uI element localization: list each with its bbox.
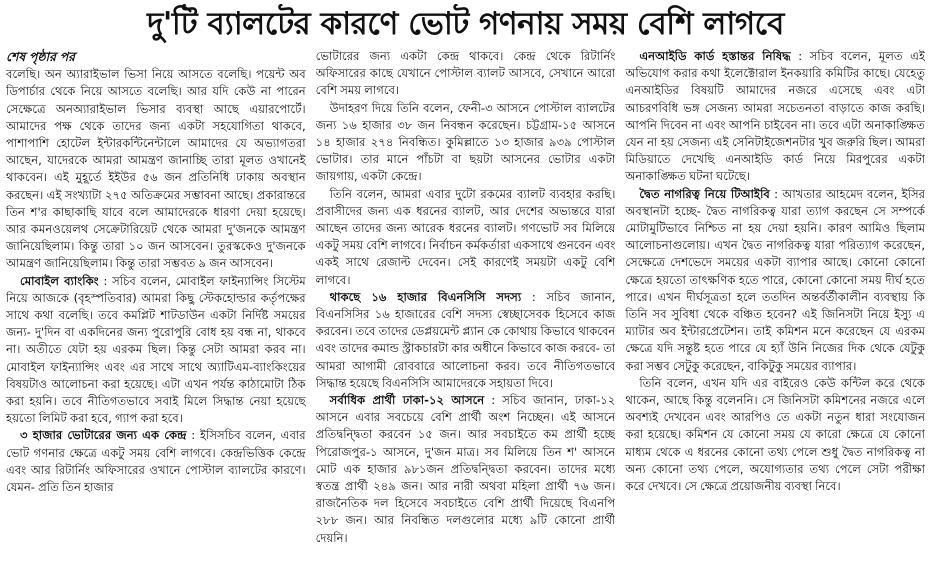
subheading: সর্বাধিক প্রার্থী ঢাকা-১২ আসনে — [329, 393, 485, 408]
article-body — [6, 48, 925, 588]
paragraph: সর্বাধিক প্রার্থী ঢাকা-১২ আসনে : সচিব জানান, ঢাকা-১২ আসনে এবার সবচেয়ে বেশি প্রার্থী অংশ নিচ্ছেন। এই আসনে প্রতিদ্বন্দ্বিতা করবেন ১৫ জন। আর সবচাইতে কম প্রার্থী হচ্ছে পিরোজপুর-১ আসনে, দু'জন মাত্র। সব মিলিয়ে তিন শ' আসনে মোট এক হাজার ৯৮১জন প্রতিদ্বন্দ্বিতা করবেন। তাদের মধ্যে স্বতন্ত্র প্রার্থী ২৪৯ জন। আর নারী অথবা মহিলা প্রার্থী ৭৬ জন। রাজনৈতিক দল হিসেবে সবচাইতে বেশি প্রার্থী দিয়েছে বিএনপি ২৮৮ জন। আর নিবন্ধিত দলগুলোর মধ্যে ৯টি কোনো প্রার্থী দেয়নি। — [315, 393, 616, 545]
subheading: মোবাইল ব্যাংকিং — [20, 273, 99, 288]
paragraph-text: সচিব জানান, ঢাকা-১২ আসনে এবার সবচেয়ে বেশি প্রার্থী অংশ নিচ্ছেন। এই আসনে প্রতিদ্বন্দ্বিতা করবেন ১৫ জন। আর সবচাইতে কম প্রার্থী হচ্ছে পিরোজপুর-১ আসনে, দু'জন মাত্র। সব মিলিয়ে তিন শ' আসনে মোট এক হাজার ৯৮১জন প্রতিদ্বন্দ্বিতা করবেন। তাদের মধ্যে স্বতন্ত্র প্রার্থী ২৪৯ জন। আর নারী অথবা মহিলা প্রার্থী ৭৬ জন। রাজনৈতিক দল হিসেবে সবচাইতে বেশি প্রার্থী দিয়েছে বিএনপি ২৮৮ জন। আর নিবন্ধিত দলগুলোর মধ্যে ৯টি কোনো প্রার্থী দেয়নি। — [315, 393, 616, 545]
paragraph — [316, 100, 616, 186]
subheading: দ্বৈত নাগরিত্ব নিয়ে টিআইবি — [639, 186, 770, 201]
paragraph-text: সচিব বলেন, মূলত এই অভিযোগ করার কথা ইলেক্টোরাল ইনকয়ারি কমিটির কাছে। যেহেতু এনআইডির বিষয়টি আমাদের নজরে এসেছে এবং এটা আচরণবিধি ভঙ্গ সেজন্য আমরা সচেতনতা বাড়াতে কাজ করছি। আপনি দিবেন না এবং আপনি চাইবেন না। তবে এটা অনাকাঙ্ক্ষিত যেন না হয় সেজন্য এই সেনিটাইজেশনটার খুব জরুরি ছিল। আমরা মিডিয়াতে দেখেছি এনআইডি কার্ড নিয়ে মিরপুরের একটা অনাকাঙ্ক্ষিত ঘটনা ঘটেছে। — [625, 49, 925, 184]
paragraph-text: সচিব বলেন, মোবাইল ফাইন্যান্সিং সিস্টেম নিয়ে আজকে (বৃহস্পতিবার) আমরা কিছু স্টেকহোল্ডার কর্তৃপক্ষের সাথে কথা বলেছি। তবে কমপ্লিট শাটডাউন একটা নির্দিষ্ট সময়ের জন্য- দু'দিন বা একদিনের জন্য পুরোপুরি বোধ হয় বন্ধ না, থাকবে না। অতীতে যেটা হয় এরকম ছিল। কিন্তু সেটা আমরা করব না। মোবাইল ফাইন্যান্সিং এবং এর সাথে সাথে অ্যাটিএম-ব্যাংকিংয়ের বিষয়টাও আলোচনা করা হয়েছে। এটা এখন পর্যন্ত কাঠামোটা ঠিক করা হয়নি। তবে নীতিগতভাবে সবাই মিলে সিদ্ধান্ত নেয়া হয়েছে হয়তো লিমিট করা হবে, গ্যাপ করা হবে। — [6, 273, 306, 426]
subheading: ৩ হাজার ভোটারের জন্য এক কেন্দ্র — [20, 428, 187, 443]
paragraph-text: তিনি বলেন, এখন যদি এর বাইরেও কেউ কন্টিল করে থেকে থাকেন, আছে কিন্তু বলেননি। সে জিনিসটা কমিশনের নজরে এলে অবশ্যই দেখবেন এবং আরপিও তে একটা নতুন ধারা সংযোজন করা হয়েছে। কমিশন যে কোনো সময় যে কারো ক্ষেত্রে যে কোনো মাধ্যম থেকে এ ধরনের কোনো তথ্য পেলে শুধু দ্বৈত নাগরিকত্ব না অন্য কোনো তথ্য পেলে, অযোগ্যতার তথ্য পেলে সেটা পরীক্ষা করে দেখবে। সে ক্ষেত্রে প্রয়োজনীয় ব্যবস্থা নিবে। — [625, 375, 925, 494]
column-1 — [6, 48, 306, 588]
column-2 — [316, 48, 616, 588]
paragraph-text: আখতার আহমেদ বলেন, ইসির অবস্থানটা হচ্ছে- দ্বৈত নাগরিকত্ব যারা ত্যাগ করছেন সে সম্পর্কে মোটামুটিভাবে নিশ্চিত না হয় দেয়া হয়নি। কারণ আমিও ছিলাম আলোচনাগুলোয়। এখন দ্বৈত নাগরিকত্ব যারা পরিত্যাগ করেছেন, সেক্ষেত্রে দেশভেদে সময়ের একটা ব্যাপার আছে। কোনো কোনো ক্ষেত্রে হয়তো তাৎক্ষণিক হতে পারে, কোনো কোনো সময় দীর্ঘ হতে পারে। এখন দীর্ঘসূত্রতা হলে ততদিন অন্তর্বর্তীকালীন ব্যবস্থায় কি তিনি সব সুবিধা থেকে বঞ্চিত হবেন? এই জিনিসটা নিয়ে ইস্যু এ ম্যাটার অব ইন্টারপ্রেটেশন। তাই কমিশন মনে করেছেন যে এরকম ক্ষেত্রে যদি সন্তুষ্ট হতে পারে যে হ্যাঁ উনি নিজের দিক থেকে যেটুকু করা সম্ভব সেটুকু করেছেন, বাকিটুকু সময়ের ব্যাপার। — [625, 186, 925, 373]
paragraph — [6, 66, 306, 272]
paragraph-text: বলেছি। অন অ্যারাইভাল ভিসা নিয়ে আসতে বলেছি। পয়েন্ট অব ডিপার্চার থেকে নিয়ে আসতে বলেছি। আর যদি কেউ না পারেন সেক্ষেত্রে অনঅ্যারাইভাল ভিসার ব্যবস্থা আছে এয়ারপোর্টে। আমাদের পক্ষ থেকে তাদের জন্য একটা সহযোগিতা থাকবে, পাশাপাশি হোটেল ইন্টারকন্টিনেন্টালে আমাদের যে অভ্যাগতরা আছেন, যাদেরকে আমরা আমন্ত্রণ জানাচ্ছি তারা মূলত ওখানেই থাকবেন। এই মুহূর্তে ইইউর ৫৬ জন প্রতিনিধি ঢাকায় অবস্থান করছেন। এই সংখ্যাটা ২৭৫ অতিক্রমের সম্ভাবনা আছে। প্রকারান্তরে তিন শ'র কাছাকাছি যাবে বলে আমাদেরকে ধারণা দেয়া হয়েছে। আর কমনওয়েলথ সেক্রেটারিয়েট থেকে আমরা দু'জনকে আমন্ত্রণ জানিয়েছিলাম। কিন্তু তারা ১০ জন আসবেন। তুরস্ককেও দু'জনকে আমন্ত্রণ জানিয়েছিলাম। কিন্তু তারা সম্ভবত ৯ জন আসবেন। — [6, 67, 306, 271]
paragraph-text: উদাহরণ দিয়ে তিনি বলেন, ফেনী-৩ আসনে পোস্টাল ব্যালটের জন্য ১৬ হাজার ৩৮ জন নিবন্ধন করেছেন। চট্টগ্রাম-১৫ আসনে ১৪ হাজার ২৭৪ নিবন্ধিত। কুমিল্লাতে ১৩ হাজার ৯৩৯ পোস্টাল ভোটার। তার মানে পাঁচটা বা ছয়টা আসনের ভোটার একটা জায়গায়, একটা কেন্দ্রে। — [315, 100, 616, 184]
paragraph-text: তিনি বলেন, আমরা এবার দুটো রকমের ব্যালট ব্যবহার করছি। প্রবাসীদের জন্য এক ধরনের ব্যালট, আর দেশের অভ্যন্তরে যারা আছেন তাদের জন্য আরেক ধরনের ব্যালট। গণভোট সব মিলিয়ে একটু সময় বেশি লাগবে। নির্বাচন কর্মকর্তারা একসাথে গুনবেন এবং একই সাথে রেজাল্ট দেবেন। সেই কারণেই সময়টা একটু বেশি লাগবে। — [315, 186, 616, 287]
paragraph-text: সচিব জানান, বিএনসিসির ১৬ হাজারের বেশি সদস্য স্বেচ্ছাসেবক হিসেবে কাজ করবেন। তবে তাদের ডেপ্লয়মেন্ট প্ল্যান কে কোথায় কিভাবে থাকবেন এবং তাদের কমান্ড স্ট্রাকচারটা কার অধীনে কিভাবে কাজ করবে- তা আমরা আগামী রোববারে আলোচনা করব। তবে নীতিগতভাবে সিদ্ধান্ত হয়েছে বিএনসিসি আমাদেরকে সহায়তা দিবে। — [315, 289, 616, 390]
paragraph — [316, 186, 616, 289]
paragraph-text: ইসিসচিব বলেন, এবার ভোট গণনার ক্ষেত্রে একটু সময় বেশি লাগবে। কেন্দ্রভিত্তিক কেন্দ্রে এবং আর রিটার্নিং অফিসারের ওখানে পোস্টাল ব্যালটের কারণে। যেমন- প্রতি তিন হাজার — [6, 428, 306, 495]
paragraph — [625, 375, 925, 495]
paragraph: ৩ হাজার ভোটারের জন্য এক কেন্দ্র : ইসিসচিব বলেন, এবার ভোট গণনার ক্ষেত্রে একটু সময় বেশি লাগবে। কেন্দ্রভিত্তিক কেন্দ্রে এবং আর রিটার্নিং অফিসারের ওখানে পোস্টাল ব্যালটের কারণে। যেমন- প্রতি তিন হাজার — [6, 428, 306, 495]
paragraph: থাকছে ১৬ হাজার বিএনসিসি সদস্য : সচিব জানান, বিএনসিসির ১৬ হাজারের বেশি সদস্য স্বেচ্ছাসেবক হিসেবে কাজ করবেন। তবে তাদের ডেপ্লয়মেন্ট প্ল্যান কে কোথায় কিভাবে থাকবেন এবং তাদের কমান্ড স্ট্রাকচারটা কার অধীনে কিভাবে কাজ করবে- তা আমরা আগামী রোববারে আলোচনা করব। তবে নীতিগতভাবে সিদ্ধান্ত হয়েছে বিএনসিসি আমাদেরকে সহায়তা দিবে। — [315, 289, 616, 390]
paragraph: মোবাইল ব্যাংকিং : সচিব বলেন, মোবাইল ফাইন্যান্সিং সিস্টেম নিয়ে আজকে (বৃহস্পতিবার) আমরা কিছু স্টেকহোল্ডার কর্তৃপক্ষের সাথে কথা বলেছি। তবে কমপ্লিট শাটডাউন একটা নির্দিষ্ট সময়ের জন্য- দু'দিন বা একদিনের জন্য পুরোপুরি বোধ হয় বন্ধ না, থাকবে না। অতীতে যেটা হয় এরকম ছিল। কিন্তু সেটা আমরা করব না। মোবাইল ফাইন্যান্সিং এবং এর সাথে সাথে অ্যাটিএম-ব্যাংকিংয়ের বিষয়টাও আলোচনা করা হয়েছে। এটা এখন পর্যন্ত কাঠামোটা ঠিক করা হয়নি। তবে নীতিগতভাবে সবাই মিলে সিদ্ধান্ত নেয়া হয়েছে হয়তো লিমিট করা হবে, গ্যাপ করা হবে। — [6, 273, 306, 426]
paragraph-text: ভোটারের জন্য একটা কেন্দ্র থাকবে। কেন্দ্র থেকে রিটার্নিং অফিসারের কাছে যেখানে পোস্টাল ব্যালট আসবে, সেখানে আরো বেশি সময় লাগবে। — [315, 49, 616, 98]
subheading: এনআইডি কার্ড হস্তান্তর নিষিদ্ধ — [639, 49, 791, 63]
continued-label: শেষ পৃষ্ঠার পর — [6, 49, 75, 64]
subheading: থাকছে ১৬ হাজার বিএনসিসি সদস্য — [329, 289, 522, 304]
column-3 — [625, 48, 925, 588]
paragraph: দ্বৈত নাগরিত্ব নিয়ে টিআইবি : আখতার আহমেদ বলেন, ইসির অবস্থানটা হচ্ছে- দ্বৈত নাগরিকত্ব যারা ত্যাগ করছেন সে সম্পর্কে মোটামুটিভাবে নিশ্চিত না হয় দেয়া হয়নি। কারণ আমিও ছিলাম আলোচনাগুলোয়। এখন দ্বৈত নাগরিকত্ব যারা পরিত্যাগ করেছেন, সেক্ষেত্রে দেশভেদে সময়ের একটা ব্যাপার আছে। কোনো কোনো ক্ষেত্রে হয়তো তাৎক্ষণিক হতে পারে, কোনো কোনো সময় দীর্ঘ হতে পারে। এখন দীর্ঘসূত্রতা হলে ততদিন অন্তর্বর্তীকালীন ব্যবস্থায় কি তিনি সব সুবিধা থেকে বঞ্চিত হবেন? এই জিনিসটা নিয়ে ইস্যু এ ম্যাটার অব ইন্টারপ্রেটেশন। তাই কমিশন মনে করেছেন যে এরকম ক্ষেত্রে যদি সন্তুষ্ট হতে পারে যে হ্যাঁ উনি নিজের দিক থেকে যেটুকু করা সম্ভব সেটুকু করেছেন, বাকিটুকু সময়ের ব্যাপার। — [625, 186, 925, 373]
headline: দু'টি ব্যালটের কারণে ভোট গণনায় সময় বেশি লাগবে — [147, 6, 784, 42]
paragraph — [316, 48, 616, 100]
paragraph: এনআইডি কার্ড হস্তান্তর নিষিদ্ধ : সচিব বলেন, মূলত এই অভিযোগ করার কথা ইলেক্টোরাল ইনকয়ারি কমিটির কাছে। যেহেতু এনআইডির বিষয়টি আমাদের নজরে এসেছে এবং এটা আচরণবিধি ভঙ্গ সেজন্য আমরা সচেতনতা বাড়াতে কাজ করছি। আপনি দিবেন না এবং আপনি চাইবেন না। তবে এটা অনাকাঙ্ক্ষিত যেন না হয় সেজন্য এই সেনিটাইজেশনটার খুব জরুরি ছিল। আমরা মিডিয়াতে দেখেছি এনআইডি কার্ড নিয়ে মিরপুরের একটা অনাকাঙ্ক্ষিত ঘটনা ঘটেছে। — [625, 49, 925, 184]
